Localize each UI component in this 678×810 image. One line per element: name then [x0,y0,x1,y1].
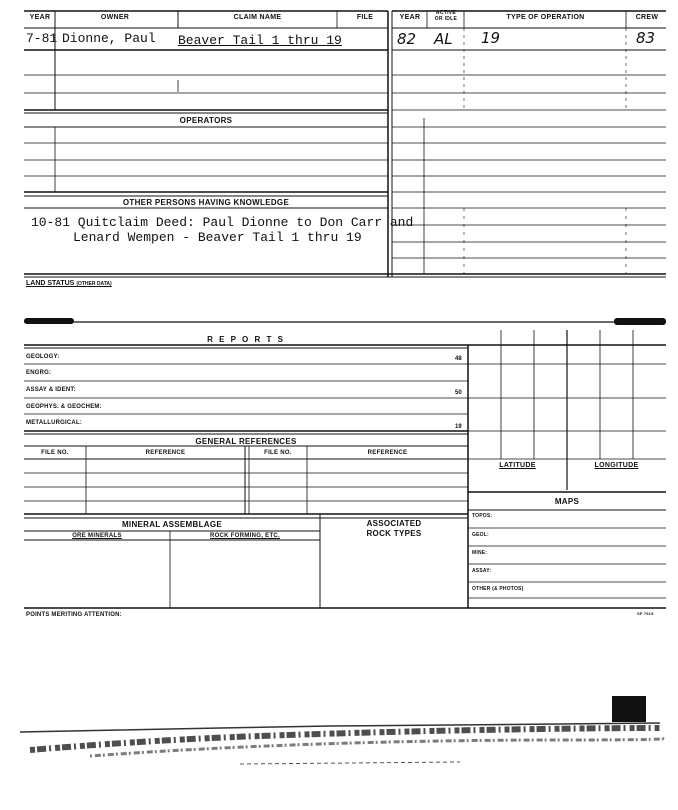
associated-rock-types [320,519,468,539]
idle-label: OR IDLE [434,16,458,22]
claim-name: Beaver Tail 1 thru 19 [178,33,342,48]
owner-year: 7-81 [26,31,58,46]
knowledge-line-2: Lenard Wempen - Beaver Tail 1 thru 19 [73,230,362,245]
report-geology: GEOLOGY: [26,354,60,360]
operation-year: 82 [397,30,417,48]
operation-type: 19 [481,29,501,47]
maps-other: OTHER (& PHOTOS) [472,586,524,592]
general-references-title: GENERAL REFERENCES [195,437,297,446]
scan-noise-band [0,690,678,780]
report-geology-num: 48 [455,356,462,362]
active-idle-header [428,10,464,22]
crew-header: CREW [635,14,659,21]
active-label: ACTIVE [435,10,457,16]
mineral-assemblage-title: MINERAL ASSEMBLAGE [121,520,223,529]
ref-file-no-2: FILE NO. [264,450,292,456]
rock-forming-label: ROCK FORMING, ETC. [209,533,281,539]
associated-label: ASSOCIATED [366,519,422,528]
maps-title: MAPS [554,497,580,506]
scan-smudge-right [614,318,666,325]
maps-assay: ASSAY: [472,568,492,574]
maps-geol: GEOL: [472,532,489,538]
rock-types-label: ROCK TYPES [366,529,422,538]
year-header: YEAR [29,14,51,21]
ref-reference-2: REFERENCE [367,450,408,456]
knowledge-line-1: 10-81 Quitclaim Deed: Paul Dionne to Don Carr and [31,215,414,230]
report-metallurgical: METALLURGICAL: [26,420,83,426]
maps-topos: TOPOS: [472,513,493,519]
ref-reference-1: REFERENCE [145,450,186,456]
report-assay: ASSAY & IDENT: [26,387,76,393]
operators-header: OPERATORS [179,116,233,125]
year-header-right: YEAR [399,14,421,21]
land-status-label [26,280,112,287]
owner-header: OWNER [100,14,130,21]
reports-title: R E P O R T S [207,335,285,344]
operation-status: AL [434,30,453,48]
ref-file-no-1: FILE NO. [41,450,69,456]
scan-smudge-left [24,318,74,324]
ore-minerals-label: ORE MINERALS [72,533,122,539]
file-header: FILE [356,14,374,21]
maps-mine: MINE: [472,550,488,556]
land-status-subtitle: (OTHER DATA) [76,281,112,287]
form-number: SF 7915 [637,611,654,616]
land-status-title: LAND STATUS [26,280,75,287]
report-geophys: GEOPHYS. & GEOCHEM: [26,404,102,410]
other-persons-header: OTHER PERSONS HAVING KNOWLEDGE [122,198,290,207]
longitude-label: LONGITUDE [594,462,639,469]
report-engrg: ENGRG: [26,370,52,376]
points-meriting-attention: POINTS MERITING ATTENTION: [26,612,122,618]
report-assay-num: 50 [455,390,462,396]
latitude-label: LATITUDE [499,462,536,469]
owner-name: Dionne, Paul [62,31,156,46]
claim-name-header: CLAIM NAME [233,14,282,21]
operation-crew: 83 [636,29,656,47]
type-of-operation-header: TYPE OF OPERATION [506,14,585,21]
report-metallurgical-num: 19 [455,424,462,430]
